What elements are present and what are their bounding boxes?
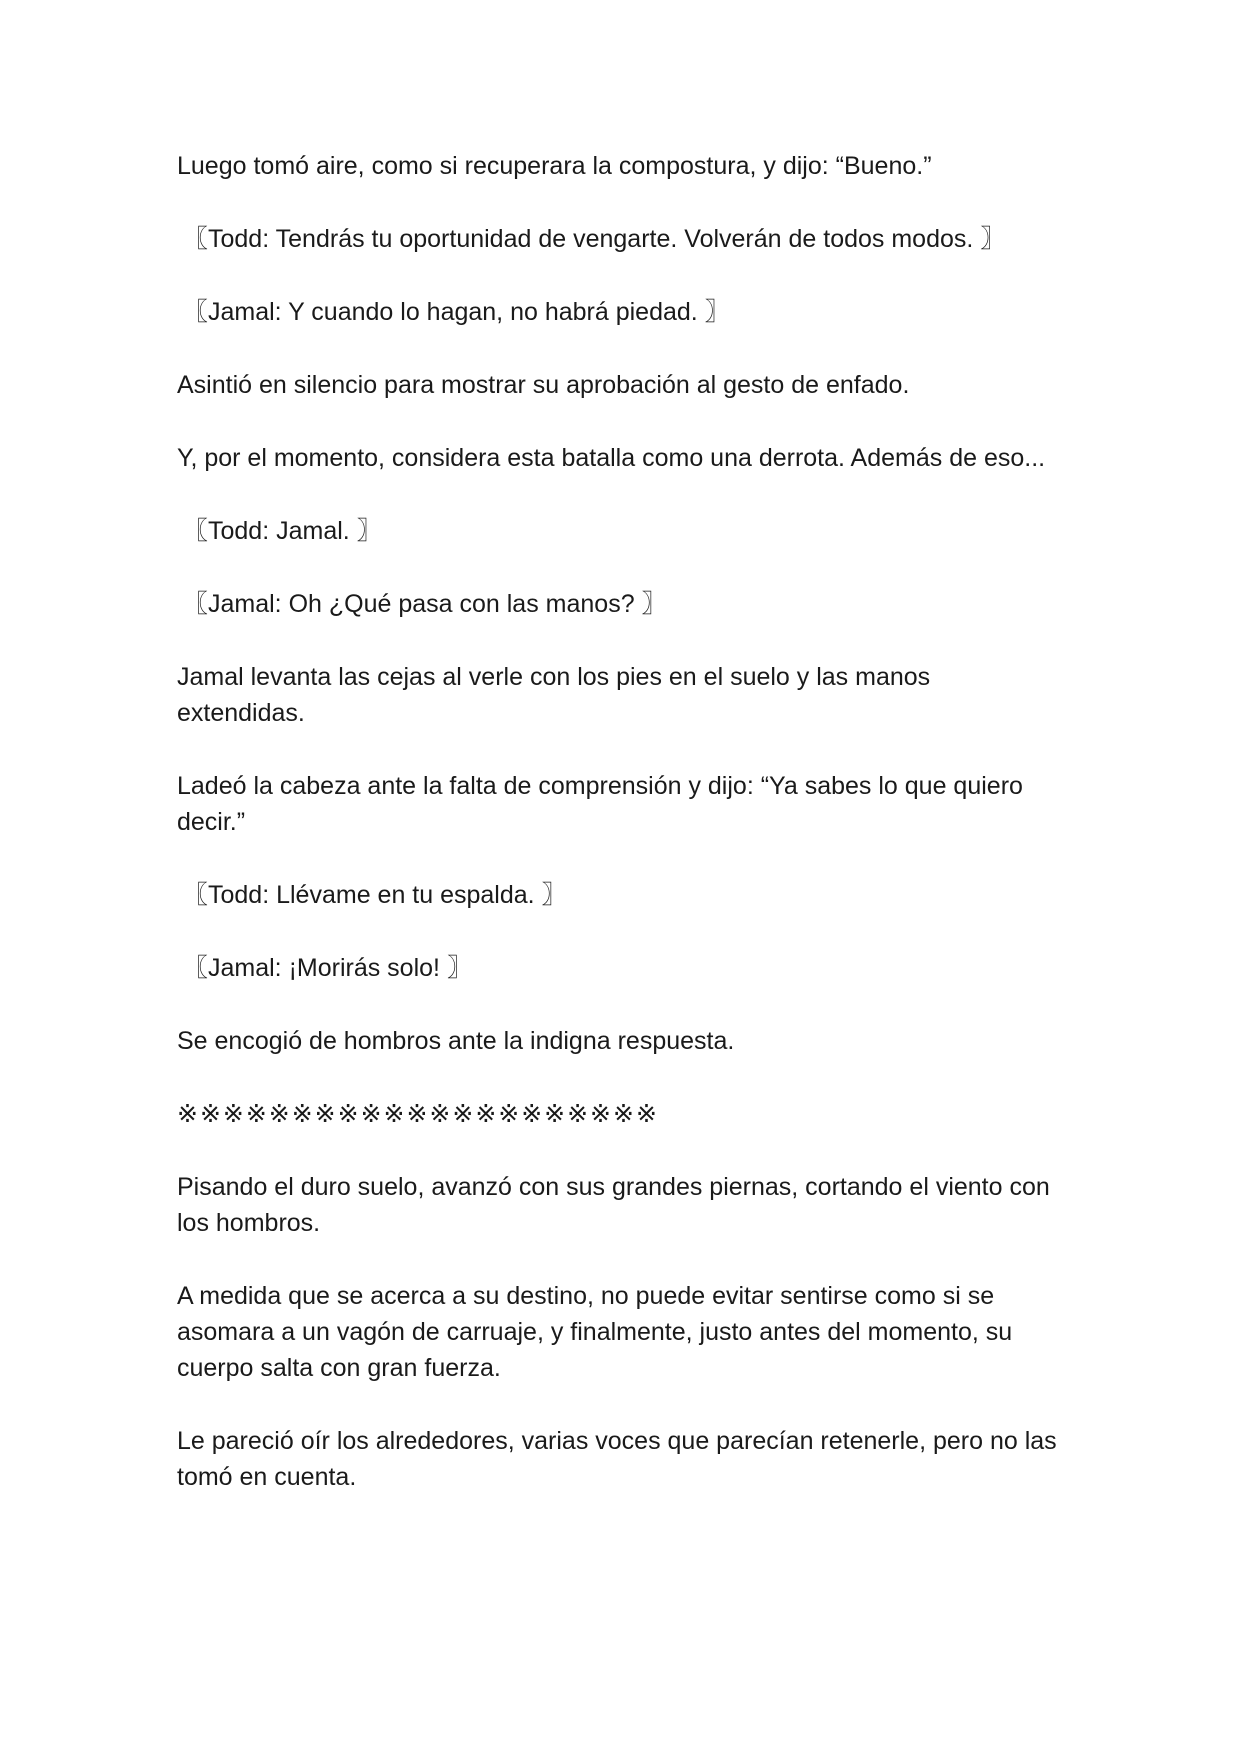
dialogue-line-todd: 〖Todd: Tendrás tu oportunidad de vengarte. Volverán de todos modos. 〗 [183, 225, 1006, 253]
document-body [177, 148, 1064, 1532]
dialogue-line-todd: 〖Todd: Llévame en tu espalda. 〗 [183, 881, 567, 909]
narration-paragraph: Asintió en silencio para mostrar su aprobación al gesto de enfado. [177, 371, 910, 399]
narration-paragraph: Pisando el duro suelo, avanzó con sus grandes piernas, cortando el viento con los hombros. [177, 1173, 1057, 1237]
narration-paragraph: Se encogió de hombros ante la indigna respuesta. [177, 1027, 735, 1055]
scene-separator: ※※※※※※※※※※※※※※※※※※※※※ [177, 1100, 659, 1128]
narration-paragraph: Jamal levanta las cejas al verle con los pies en el suelo y las manos extendidas. [177, 663, 938, 727]
dialogue-line-todd: 〖Todd: Jamal. 〗 [183, 517, 382, 545]
dialogue-line-jamal: 〖Jamal: ¡Morirás solo! 〗 [183, 954, 472, 982]
narration-paragraph: Ladeó la cabeza ante la falta de comprensión y dijo: “Ya sabes lo que quiero decir.” [177, 772, 1030, 836]
dialogue-line-jamal: 〖Jamal: Oh ¿Qué pasa con las manos? 〗 [183, 590, 667, 618]
dialogue-line-jamal: 〖Jamal: Y cuando lo hagan, no habrá piedad. 〗 [183, 298, 730, 326]
narration-paragraph: A medida que se acerca a su destino, no puede evitar sentirse como si se asomara a un vagón de carruaje, y finalmente, justo antes del momento, su cuerpo salta con gran fuerza. [177, 1282, 1020, 1382]
narration-paragraph: Luego tomó aire, como si recuperara la compostura, y dijo: “Bueno.” [177, 152, 932, 180]
narration-paragraph: Y, por el momento, considera esta batalla como una derrota. Además de eso... [177, 444, 1046, 472]
narration-paragraph: Le pareció oír los alrededores, varias voces que parecían retenerle, pero no las tomó en cuenta. [177, 1427, 1064, 1491]
